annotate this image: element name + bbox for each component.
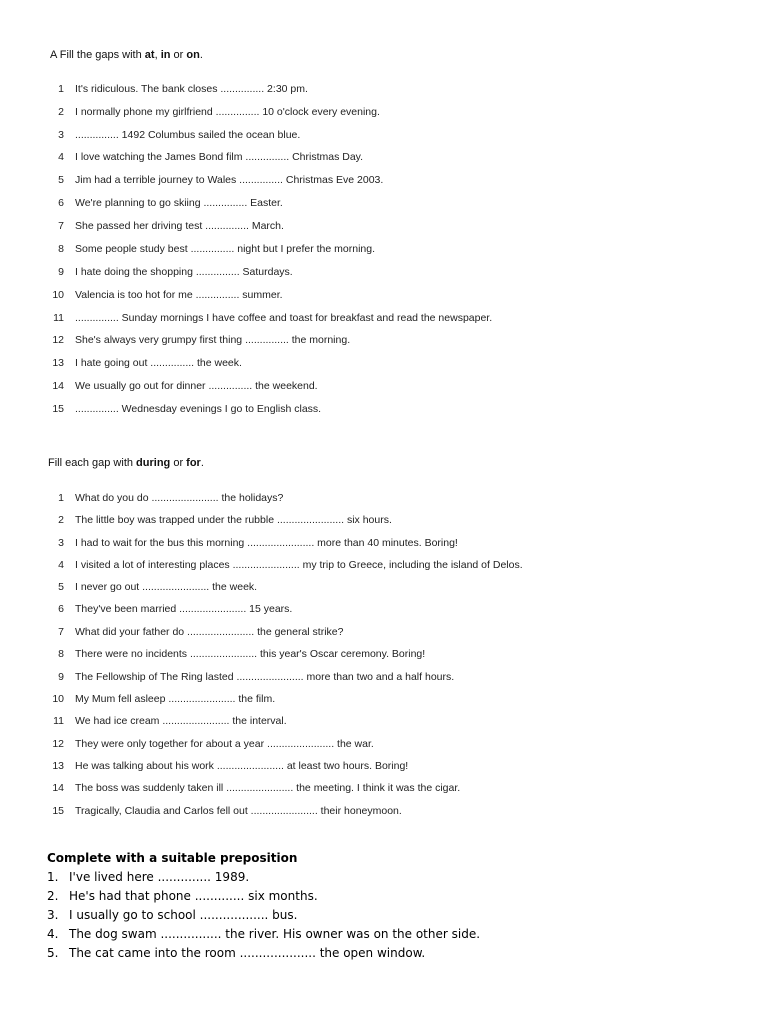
- exercise-sentence: There were no incidents ....................... this year's Oscar ceremony. Boring!: [75, 648, 426, 660]
- exercise-number: 5.: [47, 946, 59, 960]
- exercise-number: 6: [58, 603, 64, 615]
- exercise-sentence: They've been married ....................... 15 years.: [75, 603, 293, 615]
- exercise-sentence: I hate going out ............... the week.: [75, 357, 242, 369]
- exercise-number: 1.: [47, 870, 59, 884]
- exercise-number: 9: [58, 266, 64, 278]
- exercise-sentence: I normally phone my girlfriend ............... 10 o'clock every evening.: [75, 106, 380, 118]
- exercise-number: 4: [58, 559, 64, 571]
- exercise-number: 12: [52, 738, 64, 750]
- exercise-number: 9: [58, 671, 64, 683]
- exercise-number: 4.: [47, 927, 59, 941]
- exercise-sentence: I visited a lot of interesting places ....................... my trip to Greece, including the island of Delos.: [75, 559, 523, 571]
- exercise-number: 13: [52, 760, 64, 772]
- section-a-keyword-at: at: [144, 49, 155, 61]
- exercise-number: 8: [58, 648, 64, 660]
- exercise-sentence: I've lived here .............. 1989.: [69, 870, 250, 884]
- exercise-number: 15: [52, 403, 64, 415]
- exercise-number: 8: [58, 243, 64, 255]
- exercise-sentence: The cat came into the room .................... the open window.: [69, 946, 426, 960]
- exercise-number: 4: [58, 151, 64, 163]
- exercise-sentence: Some people study best ............... night but I prefer the morning.: [75, 243, 375, 255]
- exercise-sentence: Jim had a terrible journey to Wales ............... Christmas Eve 2003.: [75, 174, 384, 186]
- exercise-sentence: He's had that phone ............. six months.: [69, 889, 318, 903]
- exercise-sentence: The dog swam ................ the river. His owner was on the other side.: [69, 927, 481, 941]
- exercise-sentence: Tragically, Claudia and Carlos fell out ....................... their honeymoon.: [75, 805, 402, 817]
- exercise-sentence: What did your father do ....................... the general strike?: [75, 626, 344, 638]
- exercise-item: [47, 887, 318, 906]
- exercise-number: 2: [58, 106, 64, 118]
- section-a-heading-separator: or: [170, 49, 187, 61]
- exercise-number: 10: [52, 693, 64, 705]
- section-b-heading: [48, 457, 204, 469]
- section-c-heading: Complete with a suitable preposition: [47, 851, 298, 865]
- section-b-keyword-for: for: [186, 457, 201, 469]
- section-b-heading-suffix: .: [200, 457, 204, 469]
- exercise-number: 5: [58, 174, 64, 186]
- exercise-number: 11: [53, 715, 64, 727]
- exercise-sentence: The little boy was trapped under the rubble ....................... six hours.: [75, 514, 392, 526]
- exercise-number: 1: [58, 83, 64, 95]
- exercise-sentence: I usually go to school .................. bus.: [69, 908, 298, 922]
- exercise-sentence: I love watching the James Bond film ............... Christmas Day.: [75, 151, 364, 163]
- exercise-number: 14: [52, 782, 64, 794]
- section-b-heading-separator: or: [170, 457, 187, 469]
- exercise-sentence: She passed her driving test ............... March.: [75, 220, 284, 232]
- exercise-item: [47, 944, 426, 963]
- exercise-item: [47, 906, 297, 925]
- section-a-heading-suffix: .: [199, 49, 203, 61]
- exercise-number: 12: [52, 334, 64, 346]
- exercise-sentence: Valencia is too hot for me ............... summer.: [75, 289, 283, 301]
- section-a-heading-separator: ,: [154, 49, 161, 61]
- exercise-number: 15: [52, 805, 64, 817]
- exercise-sentence: We had ice cream ....................... the interval.: [75, 715, 287, 727]
- exercise-number: 5: [58, 581, 64, 593]
- exercise-number: 3: [58, 129, 64, 141]
- section-a-heading-prefix: A Fill the gaps with: [50, 49, 145, 61]
- exercise-sentence: ............... Wednesday evenings I go to English class.: [75, 403, 322, 415]
- exercise-number: 14: [52, 380, 64, 392]
- exercise-number: 1: [58, 492, 64, 504]
- exercise-sentence: She's always very grumpy first thing ............... the morning.: [75, 334, 351, 346]
- exercise-number: 10: [52, 289, 64, 301]
- exercise-sentence: They were only together for about a year ....................... the war.: [75, 738, 374, 750]
- exercise-number: 7: [58, 626, 64, 638]
- exercise-number: 13: [52, 357, 64, 369]
- exercise-sentence: I hate doing the shopping ............... Saturdays.: [75, 266, 293, 278]
- exercise-sentence: ............... 1492 Columbus sailed the ocean blue.: [75, 129, 301, 141]
- section-b-keyword-during: during: [136, 457, 171, 469]
- exercise-sentence: My Mum fell asleep ....................... the film.: [75, 693, 276, 705]
- exercise-number: 3: [58, 537, 64, 549]
- exercise-number: 3.: [47, 908, 59, 922]
- exercise-sentence: We're planning to go skiing ............... Easter.: [75, 197, 283, 209]
- section-a-keyword-on: on: [186, 49, 200, 61]
- exercise-number: 2.: [47, 889, 59, 903]
- exercise-number: 6: [58, 197, 64, 209]
- section-c: [47, 849, 481, 963]
- exercise-sentence: I had to wait for the bus this morning ....................... more than 40 minutes. Boring!: [75, 537, 458, 549]
- exercise-number: 11: [53, 312, 64, 324]
- exercise-number: 7: [58, 220, 64, 232]
- exercise-sentence: What do you do ....................... the holidays?: [75, 492, 284, 504]
- exercise-sentence: ............... Sunday mornings I have coffee and toast for breakfast and read the newspaper.: [75, 312, 493, 324]
- exercise-sentence: The Fellowship of The Ring lasted ....................... more than two and a half hours.: [75, 671, 455, 683]
- exercise-number: 2: [58, 514, 64, 526]
- exercise-sentence: We usually go out for dinner ............... the weekend.: [75, 380, 318, 392]
- exercise-sentence: It's ridiculous. The bank closes ............... 2:30 pm.: [75, 83, 308, 95]
- section-b-heading-prefix: Fill each gap with: [48, 457, 137, 469]
- exercise-item: [47, 925, 481, 944]
- section-a-heading: [50, 49, 203, 61]
- exercise-item: [47, 868, 297, 887]
- exercise-sentence: He was talking about his work ....................... at least two hours. Boring!: [75, 760, 409, 772]
- exercise-sentence: The boss was suddenly taken ill ....................... the meeting. I think it was the cigar.: [75, 782, 461, 794]
- exercise-sentence: I never go out ....................... the week.: [75, 581, 258, 593]
- section-a-keyword-in: in: [160, 49, 171, 61]
